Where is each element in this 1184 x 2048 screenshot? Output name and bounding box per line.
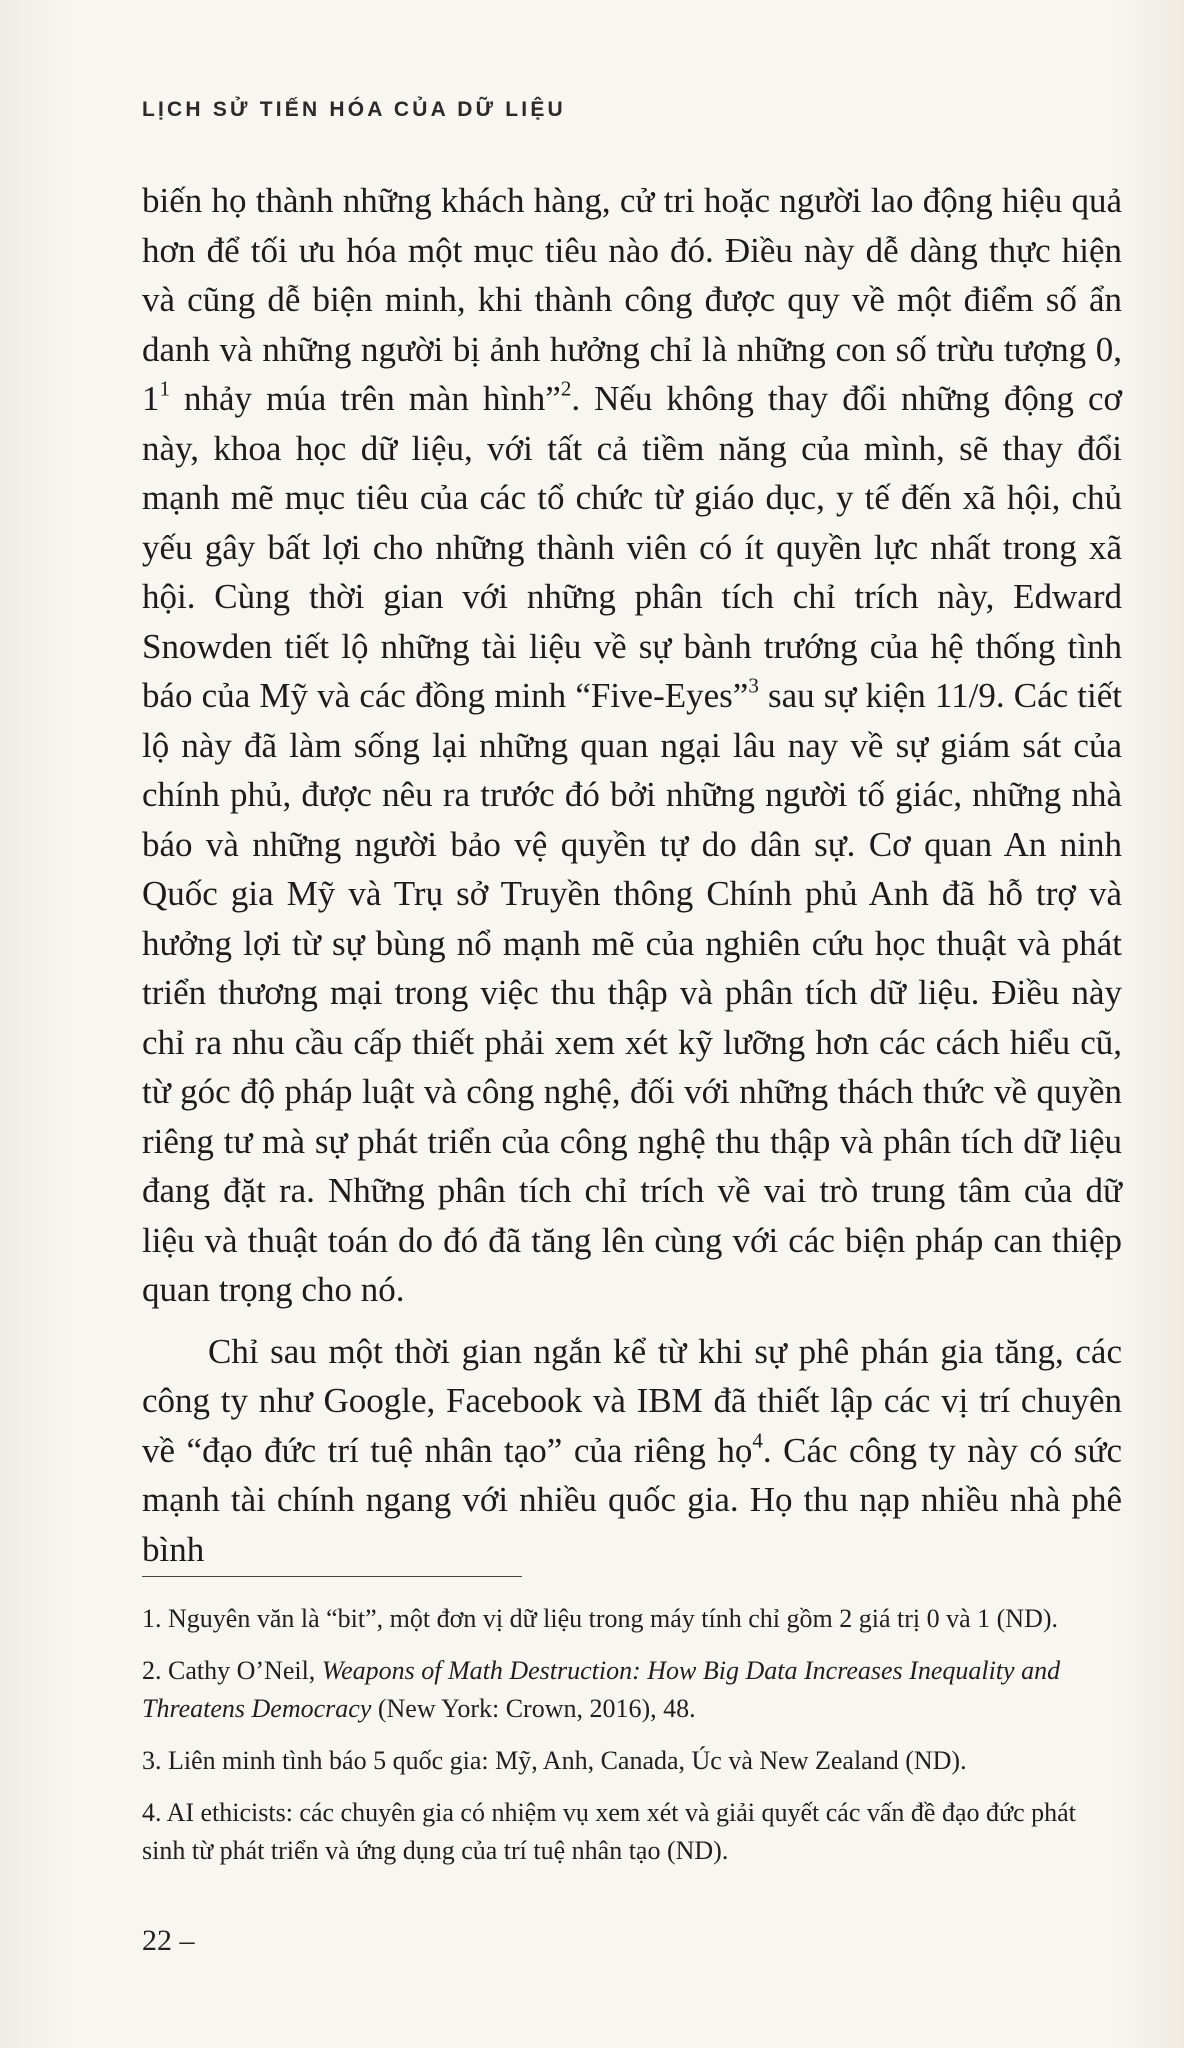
paragraph-1-text-c: . Nếu không thay đổi những động cơ này, khoa học dữ liệu, với tất cả tiềm năng của mình, sẽ thay đổi mạnh mẽ mục tiêu của các tổ chức từ giáo dục, y tế đến xã hội, chủ yếu gây bất lợi cho những thành viên có ít quyền lực nhất trong xã hội. Cùng thời gian với những phân tích chỉ trích này, Edward Snowden tiết lộ những tài liệu về sự bành trướng của hệ thống tình báo của Mỹ và các đồng minh “Five-Eyes” bbox=[142, 379, 1122, 715]
footnote-2-publication: (New York: Crown, 2016), 48. bbox=[371, 1694, 696, 1723]
paragraph-2-text-a: Chỉ sau một thời gian ngắn kể từ khi sự phê phán gia tăng, các công ty như Google, Facebook và IBM đã thiết lập các vị trí chuyên về “đạo đức trí tuệ nhân tạo” của riêng họ bbox=[142, 1331, 1122, 1470]
footnotes bbox=[142, 1600, 1122, 1884]
footnote-ref-1: 1 bbox=[159, 376, 170, 401]
footnote-2 bbox=[142, 1652, 1122, 1728]
paragraph-1-text-a: biến họ thành những khách hàng, cử tri hoặc người lao động hiệu quả hơn để tối ưu hóa một mục tiêu nào đó. Điều này dễ dàng thực hiện và cũng dễ biện minh, khi thành công được quy về một điểm số ẩn danh và những người bị ảnh hưởng chỉ là những con số trừu tượng 0, 1 bbox=[142, 181, 1122, 418]
footnote-3: 3. Liên minh tình báo 5 quốc gia: Mỹ, Anh, Canada, Úc và New Zealand (ND). bbox=[142, 1746, 967, 1775]
footnote-ref-2: 2 bbox=[560, 376, 572, 401]
paragraph-1-text-b: nhảy múa trên màn hình” bbox=[170, 379, 561, 418]
footnote-2-author: 2. Cathy O’Neil, bbox=[142, 1656, 322, 1685]
paragraph-2 bbox=[142, 1327, 1122, 1575]
page-number: 22 – bbox=[142, 1924, 195, 1957]
paragraph-2-text-b: . Các công ty này có sức mạnh tài chính ngang với nhiều quốc gia. Họ thu nạp nhiều nhà phê bình bbox=[142, 1430, 1122, 1569]
footnote-ref-3: 3 bbox=[748, 673, 759, 698]
footnote-4: 4. AI ethicists: các chuyên gia có nhiệm vụ xem xét và giải quyết các vấn đề đạo đức phát sinh từ phát triển và ứng dụng của trí tuệ nhân tạo (ND). bbox=[142, 1798, 1076, 1865]
paragraph-1 bbox=[142, 176, 1122, 1315]
paragraph-1-text-d: sau sự kiện 11/9. Các tiết lộ này đã làm sống lại những quan ngại lâu nay về sự giám sát của chính phủ, được nêu ra trước đó bởi những người tố giác, những nhà báo và những người bảo vệ quyền tự do dân sự. Cơ quan An ninh Quốc gia Mỹ và Trụ sở Truyền thông Chính phủ Anh đã hỗ trợ và hưởng lợi từ sự bùng nổ mạnh mẽ của nghiên cứu học thuật và phát triển thương mại trong việc thu thập và phân tích dữ liệu. Điều này chỉ ra nhu cầu cấp thiết phải xem xét kỹ lưỡng hơn các cách hiểu cũ, từ góc độ pháp luật và công nghệ, đối với những thách thức về quyền riêng tư mà sự phát triển của công nghệ thu thập và phân tích dữ liệu đang đặt ra. Những phân tích chỉ trích về vai trò trung tâm của dữ liệu và thuật toán do đó đã tăng lên cùng với các biện pháp can thiệp quan trọng cho nó. bbox=[142, 676, 1123, 1309]
footnote-1: 1. Nguyên văn là “bit”, một đơn vị dữ liệu trong máy tính chỉ gồm 2 giá trị 0 và 1 (ND). bbox=[142, 1604, 1059, 1633]
body-text bbox=[142, 176, 1122, 1574]
footnote-divider bbox=[142, 1576, 522, 1577]
running-head: LỊCH SỬ TIẾN HÓA CỦA DỮ LIỆU bbox=[142, 98, 566, 121]
footnote-ref-4: 4 bbox=[752, 1427, 763, 1452]
footnote-2-book-title: Weapons of Math Destruction: How Big Data Increases Inequality and Threatens Democracy bbox=[142, 1656, 1061, 1723]
